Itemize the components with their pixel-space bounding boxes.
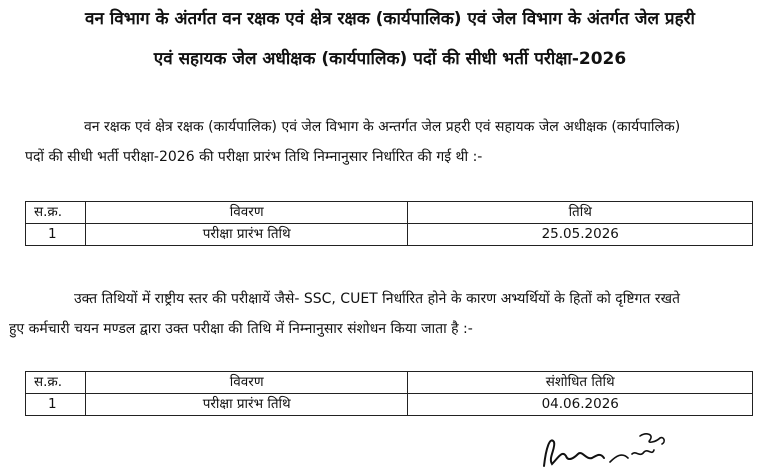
serial-no-cell: 1 [26,394,86,416]
revised-date-table [25,371,753,416]
notice-title-line-2: एवं सहायक जेल अधीक्षक (कार्यपालिक) पदों की सीधी भर्ती परीक्षा-2026 [153,49,627,69]
paragraph-2-line-1: उक्त तिथियों में राष्ट्रीय स्तर की परीक्षायें जैसे- SSC, CUET निर्धारित होने के कारण अभ्यर्थियों के हितों को दृष्टिगत रखते [74,291,681,307]
revised-date-cell: 04.06.2026 [408,394,753,416]
table-row [26,224,753,246]
paragraph-1-line-2: पदों की सीधी भर्ती परीक्षा-2026 की परीक्षा प्रारंभ तिथि निम्नानुसार निर्धारित की गई थी :- [25,149,483,165]
header-revised-date: संशोधित तिथि [408,372,753,394]
header-date: तिथि [408,202,753,224]
handwritten-signature [536,428,696,470]
table-row [26,394,753,416]
header-description: विवरण [85,372,408,394]
original-date-table [25,201,753,246]
serial-no-cell: 1 [26,224,86,246]
date-cell: 25.05.2026 [408,224,753,246]
notice-title-line-1: वन विभाग के अंतर्गत वन रक्षक एवं क्षेत्र रक्षक (कार्यपालिक) एवं जेल विभाग के अंतर्गत जेल प्रहरी [85,9,695,29]
table-header-row [26,202,753,224]
paragraph-2-line-2: हुए कर्मचारी चयन मण्डल द्वारा उक्त परीक्षा की तिथि में निम्नानुसार संशोधन किया जाता है :- [9,321,473,337]
header-serial-no: स.क्र. [26,202,86,224]
header-description: विवरण [85,202,408,224]
table-header-row [26,372,753,394]
header-serial-no: स.क्र. [26,372,86,394]
paragraph-1-line-1: वन रक्षक एवं क्षेत्र रक्षक (कार्यपालिक) एवं जेल विभाग के अन्तर्गत जेल प्रहरी एवं सहायक जेल अधीक्षक (कार्यपालिक) [84,119,681,135]
description-cell: परीक्षा प्रारंभ तिथि [85,394,408,416]
description-cell: परीक्षा प्रारंभ तिथि [85,224,408,246]
